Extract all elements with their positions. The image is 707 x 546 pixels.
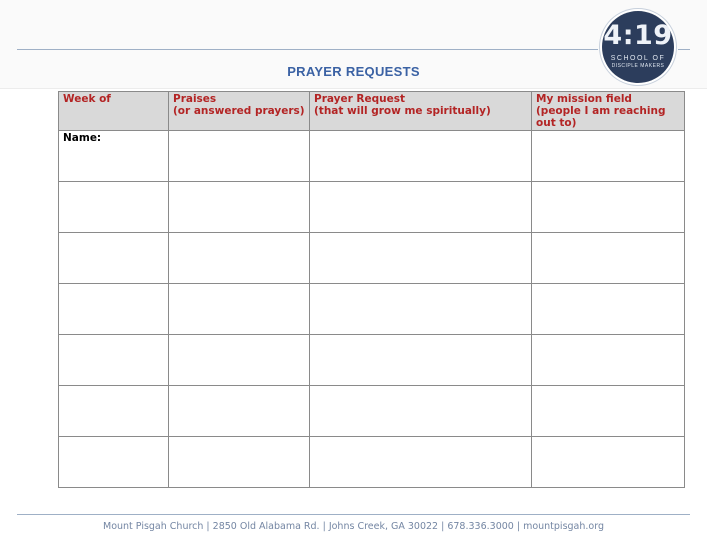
table-row (59, 131, 685, 182)
footer-contact: Mount Pisgah Church | 2850 Old Alabama Rd. | Johns Creek, GA 30022 | 678.336.3000 | mountpisgah.org (103, 521, 604, 532)
table-row (59, 182, 685, 233)
table-cell[interactable] (169, 233, 310, 284)
table-cell[interactable] (310, 437, 532, 488)
table-cell[interactable] (532, 386, 685, 437)
table-cell[interactable] (532, 335, 685, 386)
logo-text-line1: SCHOOL OF (610, 55, 666, 62)
column-header-sublabel: (that will grow me spiritually) (314, 105, 491, 117)
logo-text-line2: DISCIPLE MAKERS (611, 63, 665, 69)
prayer-requests-table (58, 91, 685, 488)
page-title: PRAYER REQUESTS (287, 64, 420, 79)
column-header-sublabel-cont: out to) (536, 117, 577, 129)
column-header-prayer-request (310, 92, 532, 131)
footer-rule (17, 514, 690, 515)
table-header-row (59, 92, 685, 131)
table-cell[interactable] (169, 182, 310, 233)
table-cell[interactable] (59, 182, 169, 233)
table-cell[interactable] (310, 284, 532, 335)
table-cell[interactable] (532, 284, 685, 335)
column-header-label: My mission field (536, 93, 632, 105)
table-cell[interactable] (59, 233, 169, 284)
header-rule-end (678, 49, 690, 50)
table-cell[interactable] (310, 182, 532, 233)
column-header-label: Week of (63, 93, 111, 105)
table-cell[interactable] (532, 182, 685, 233)
table-cell[interactable] (169, 131, 310, 182)
table-cell[interactable] (532, 233, 685, 284)
table-cell[interactable] (59, 386, 169, 437)
table-row (59, 233, 685, 284)
column-header-week-of (59, 92, 169, 131)
header-rule (17, 49, 598, 50)
table-cell[interactable] (169, 386, 310, 437)
table-cell[interactable] (169, 437, 310, 488)
table-cell[interactable] (59, 284, 169, 335)
logo-number: 4:19 (603, 20, 673, 51)
table-cell[interactable] (59, 437, 169, 488)
table-cell[interactable] (169, 284, 310, 335)
table-cell[interactable] (310, 386, 532, 437)
table-cell[interactable] (59, 131, 169, 182)
table-cell[interactable] (169, 335, 310, 386)
column-header-mission-field (532, 92, 685, 131)
column-header-sublabel: (or answered prayers) (173, 105, 305, 117)
column-header-sublabel: (people I am reaching (536, 105, 666, 117)
table-row (59, 284, 685, 335)
table-cell[interactable] (532, 131, 685, 182)
name-label: Name: (63, 132, 102, 144)
table-row (59, 437, 685, 488)
table-cell[interactable] (310, 233, 532, 284)
column-header-label: Prayer Request (314, 93, 406, 105)
table-cell[interactable] (310, 131, 532, 182)
table-cell[interactable] (310, 335, 532, 386)
column-header-label: Praises (173, 93, 217, 105)
table-cell[interactable] (59, 335, 169, 386)
table-row (59, 386, 685, 437)
table-cell[interactable] (532, 437, 685, 488)
table-row (59, 335, 685, 386)
column-header-praises (169, 92, 310, 131)
